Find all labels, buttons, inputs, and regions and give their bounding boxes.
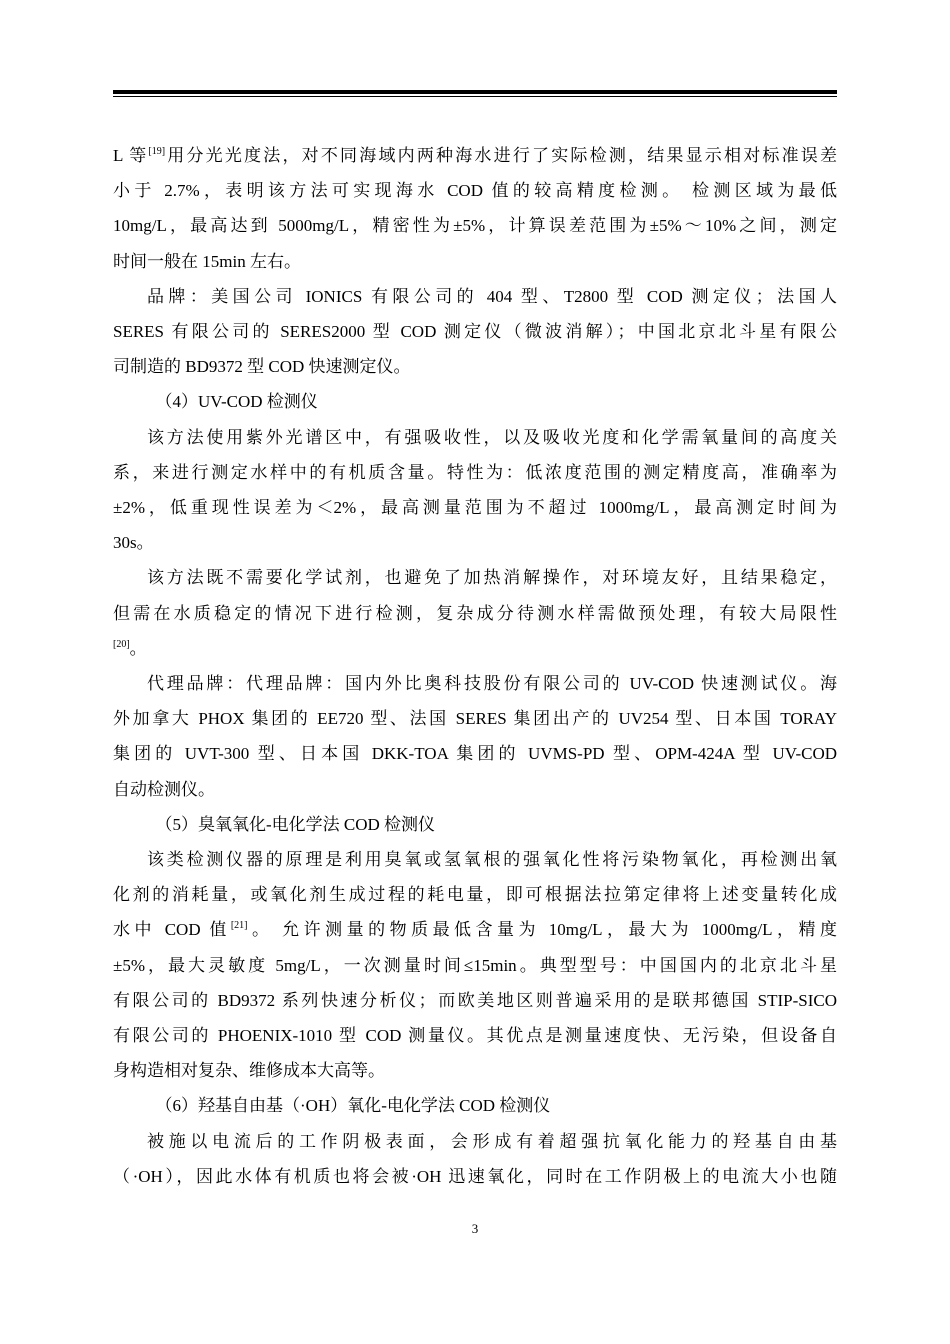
page-body xyxy=(113,138,837,1194)
text-line: 该方法使用紫外光谱区中，有强吸收性，以及吸收光度和化学需氧量间的高度关 xyxy=(147,427,837,447)
text-line xyxy=(113,631,837,666)
text-line: 30s。 xyxy=(113,533,154,553)
text-line: 品牌：美国公司 IONICS 有限公司的 404 型、T2800 型 COD 测定仪；法国人 xyxy=(147,286,837,306)
text-line: 该方法既不需要化学试剂，也避免了加热消解操作，对环境友好，且结果稳定， xyxy=(147,568,837,588)
text-line: 集团的 UVT-300 型、日本国 DKK-TOA 集团的 UVMS-PD 型、OPM-424A 型 UV-COD xyxy=(113,744,837,764)
text-line: 系，来进行测定水样中的有机质含量。特性为：低浓度范围的测定精度高，准确率为 xyxy=(113,462,837,482)
text-line: 该类检测仪器的原理是利用臭氧或氢氧根的强氧化性将污染物氧化，再检测出氧 xyxy=(147,850,837,870)
text-line: 身构造相对复杂、维修成本大高等。 xyxy=(113,1061,385,1081)
text-span: 水中 COD 值 xyxy=(113,920,231,940)
text-line xyxy=(113,138,837,173)
text-span: 用分光光度法，对不同海域内两种海水进行了实际检测，结果显示相对标准误差 xyxy=(165,146,837,165)
text-span: 。 xyxy=(129,638,147,658)
text-line: ±2%，低重现性误差为＜2%，最高测量范围为不超过 1000mg/L，最高测定时间为 xyxy=(113,498,837,518)
text-span: 。 允许测量的物质最低含量为 10mg/L，最大为 1000mg/L，精度 xyxy=(247,920,837,940)
text-line: 自动检测仪。 xyxy=(113,779,215,799)
text-line: ±5%，最大灵敏度 5mg/L，一次测量时间≤15min。典型型号：中国国内的北京北斗星 xyxy=(113,955,837,975)
text-line: 有限公司的 BD9372 系列快速分析仪；而欧美地区则普遍采用的是联邦德国 STIP-SICO xyxy=(113,990,837,1010)
paragraph-p7 xyxy=(113,1124,837,1194)
text-line: 有限公司的 PHOENIX-1010 型 COD 测量仪。其优点是测量速度快、无污染，但设备自 xyxy=(113,1026,837,1046)
paragraph-p1 xyxy=(113,138,837,279)
text-line: 化剂的消耗量，或氧化剂生成过程的耗电量，即可根据法拉第定律将上述变量转化成 xyxy=(113,885,837,905)
text-line: 代理品牌：代理品牌：国内外比奥科技股份有限公司的 UV-COD 快速测试仪。海 xyxy=(147,674,837,694)
section-heading-4: （4）UV-COD 检测仪 xyxy=(155,392,318,412)
text-line: 时间一般在 15min 左右。 xyxy=(113,251,301,271)
text-line: （·OH），因此水体有机质也将会被·OH 迅速氧化，同时在工作阴极上的电流大小也随 xyxy=(113,1166,837,1186)
citation-ref: [19] xyxy=(148,146,166,157)
section-heading-5: （5）臭氧氧化-电化学法 COD 检测仪 xyxy=(155,814,436,834)
citation-ref: [20] xyxy=(113,638,130,650)
header-rule-thick xyxy=(113,90,837,94)
paragraph-p2 xyxy=(113,279,837,385)
section-heading-6: （6）羟基自由基（·OH）氧化-电化学法 COD 检测仪 xyxy=(155,1096,551,1116)
text-line: 被施以电流后的工作阴极表面，会形成有着超强抗氧化能力的羟基自由基 xyxy=(147,1131,837,1151)
citation-ref: [21] xyxy=(230,920,248,932)
paragraph-p6 xyxy=(113,842,837,1088)
text-line: 10mg/L，最高达到 5000mg/L，精密性为±5%，计算误差范围为±5%～10%之间，测定 xyxy=(113,216,837,236)
text-line: SERES 有限公司的 SERES2000 型 COD 测定仪（微波消解）；中国北京北斗星有限公 xyxy=(113,322,837,342)
text-line: 小于 2.7%，表明该方法可实现海水 COD 值的较高精度检测。 检测区域为最低 xyxy=(113,181,837,201)
header-rule-thin xyxy=(113,96,837,97)
page-number: 3 xyxy=(471,1221,479,1236)
paragraph-p4 xyxy=(113,560,837,666)
text-line: 司制造的 BD9372 型 COD 快速测定仪。 xyxy=(113,357,411,377)
text-line: 但需在水质稳定的情况下进行检测，复杂成分待测水样需做预处理，有较大局限性 xyxy=(113,603,837,623)
text-line: 外加拿大 PHOX 集团的 EE720 型、法国 SERES 集团出产的 UV254 型、日本国 TORAY xyxy=(113,709,837,729)
text-span: L 等 xyxy=(113,146,149,165)
paragraph-p5 xyxy=(113,666,837,807)
paragraph-p3 xyxy=(113,420,837,561)
text-line xyxy=(113,912,837,947)
